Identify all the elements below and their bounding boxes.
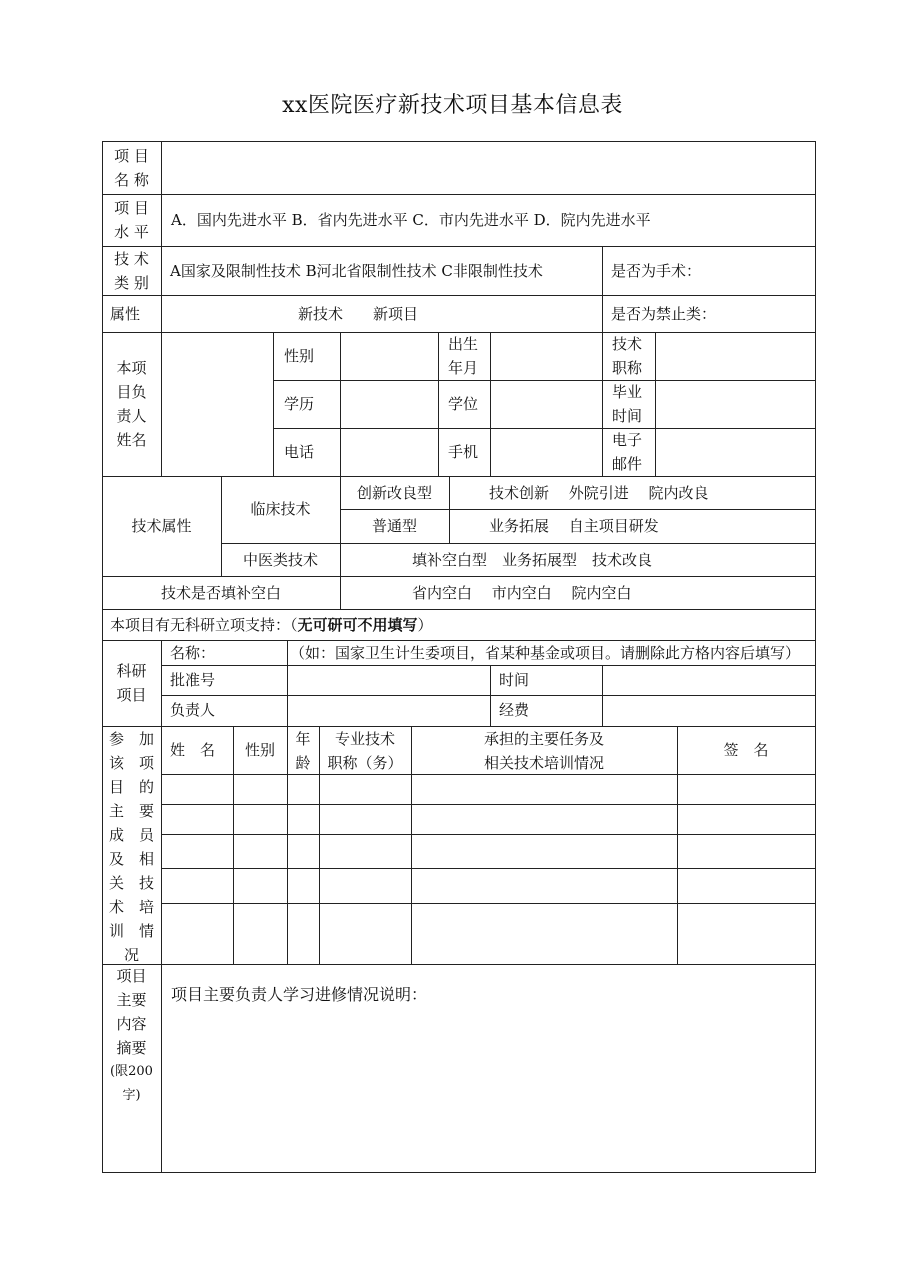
summary-limit: (限200 字) bbox=[110, 1064, 153, 1103]
summary-label: 项目 主要 内容 摘要 bbox=[116, 967, 147, 1057]
research-support-note: 无可研可不用填写 bbox=[297, 616, 418, 634]
tech-attribute-label: 技术属性 bbox=[131, 517, 192, 535]
leader-email-label: 电子 邮件 bbox=[612, 431, 643, 473]
tech-category-label: 技 术 类 别 bbox=[114, 250, 149, 292]
leader-gender-label: 性别 bbox=[284, 347, 315, 365]
info-form bbox=[102, 0, 816, 1280]
project-level-options[interactable]: A．国内先进水平 B．省内先进水平 C．市内先进水平 D．院内先进水平 bbox=[171, 211, 651, 229]
general-type-options[interactable]: 业务拓展 自主项目研发 bbox=[489, 517, 659, 535]
innovative-type-options[interactable]: 技术创新 外院引进 院内改良 bbox=[489, 484, 709, 502]
leader-education-label: 学历 bbox=[284, 395, 315, 413]
research-support-label bbox=[110, 613, 433, 637]
research-support-close: ） bbox=[417, 616, 433, 634]
leader-mobile-label: 手机 bbox=[448, 443, 479, 461]
research-project-label: 科研 项目 bbox=[116, 662, 147, 704]
is-surgery-label: 是否为手术： bbox=[611, 262, 702, 280]
research-name-label: 名称： bbox=[170, 644, 216, 662]
research-name-hint[interactable]: （如：国家卫生计生委项目，省某种基金或项目。请删除此方格内容后填写） bbox=[290, 644, 801, 662]
leader-phone-label: 电话 bbox=[284, 443, 315, 461]
research-approval-label: 批准号 bbox=[170, 671, 216, 689]
members-label: 参 加 该 项 目 的 主 要 成 员 及 相 关 技 术 培 训 情 况 bbox=[108, 730, 154, 964]
clinical-tech-label: 临床技术 bbox=[250, 500, 311, 518]
is-forbidden-label: 是否为禁止类： bbox=[611, 305, 717, 323]
summary-content[interactable]: 项目主要负责人学习进修情况说明： bbox=[171, 985, 428, 1004]
project-name-field[interactable] bbox=[162, 142, 815, 194]
project-level-label: 项 目 水 平 bbox=[114, 199, 149, 241]
research-support-prefix: 本项目有无科研立项支持：（ bbox=[110, 616, 298, 634]
research-leader-label: 负责人 bbox=[170, 701, 216, 719]
tcm-tech-label: 中医类技术 bbox=[242, 551, 318, 569]
innovative-type-label: 创新改良型 bbox=[356, 484, 432, 502]
tcm-tech-options[interactable]: 填补空白型 业务拓展型 技术改良 bbox=[412, 551, 653, 569]
tech-category-options[interactable]: A国家及限制性技术 B河北省限制性技术 C非限制性技术 bbox=[170, 262, 543, 280]
fill-gap-options[interactable]: 省内空白 市内空白 院内空白 bbox=[412, 584, 632, 602]
leader-name-label: 本项 目负 责人 姓名 bbox=[116, 359, 147, 449]
col-task-header: 承担的主要任务及 相关技术培训情况 bbox=[483, 730, 604, 772]
col-gender-header: 性别 bbox=[244, 741, 275, 759]
general-type-label: 普通型 bbox=[371, 517, 417, 535]
attribute-label: 属性 bbox=[110, 305, 141, 323]
col-sign-header: 签 名 bbox=[723, 741, 769, 759]
leader-degree-label: 学位 bbox=[448, 395, 479, 413]
col-age-header: 年 龄 bbox=[295, 730, 311, 772]
research-time-label: 时间 bbox=[499, 671, 530, 689]
col-name-header: 姓 名 bbox=[170, 741, 216, 759]
col-title-header: 专业技术 职称（务） bbox=[327, 730, 403, 772]
research-funds-label: 经费 bbox=[499, 701, 530, 719]
leader-grad-time-label: 毕业 时间 bbox=[612, 383, 643, 425]
leader-title-label: 技术 职称 bbox=[612, 335, 643, 377]
page-title: xx医院医疗新技术项目基本信息表 bbox=[282, 93, 623, 118]
project-name-label: 项 目 名 称 bbox=[114, 147, 149, 189]
fill-gap-label: 技术是否填补空白 bbox=[160, 584, 281, 602]
leader-birth-label: 出生 年月 bbox=[448, 335, 479, 377]
attribute-options[interactable]: 新技术 新项目 bbox=[298, 305, 419, 323]
